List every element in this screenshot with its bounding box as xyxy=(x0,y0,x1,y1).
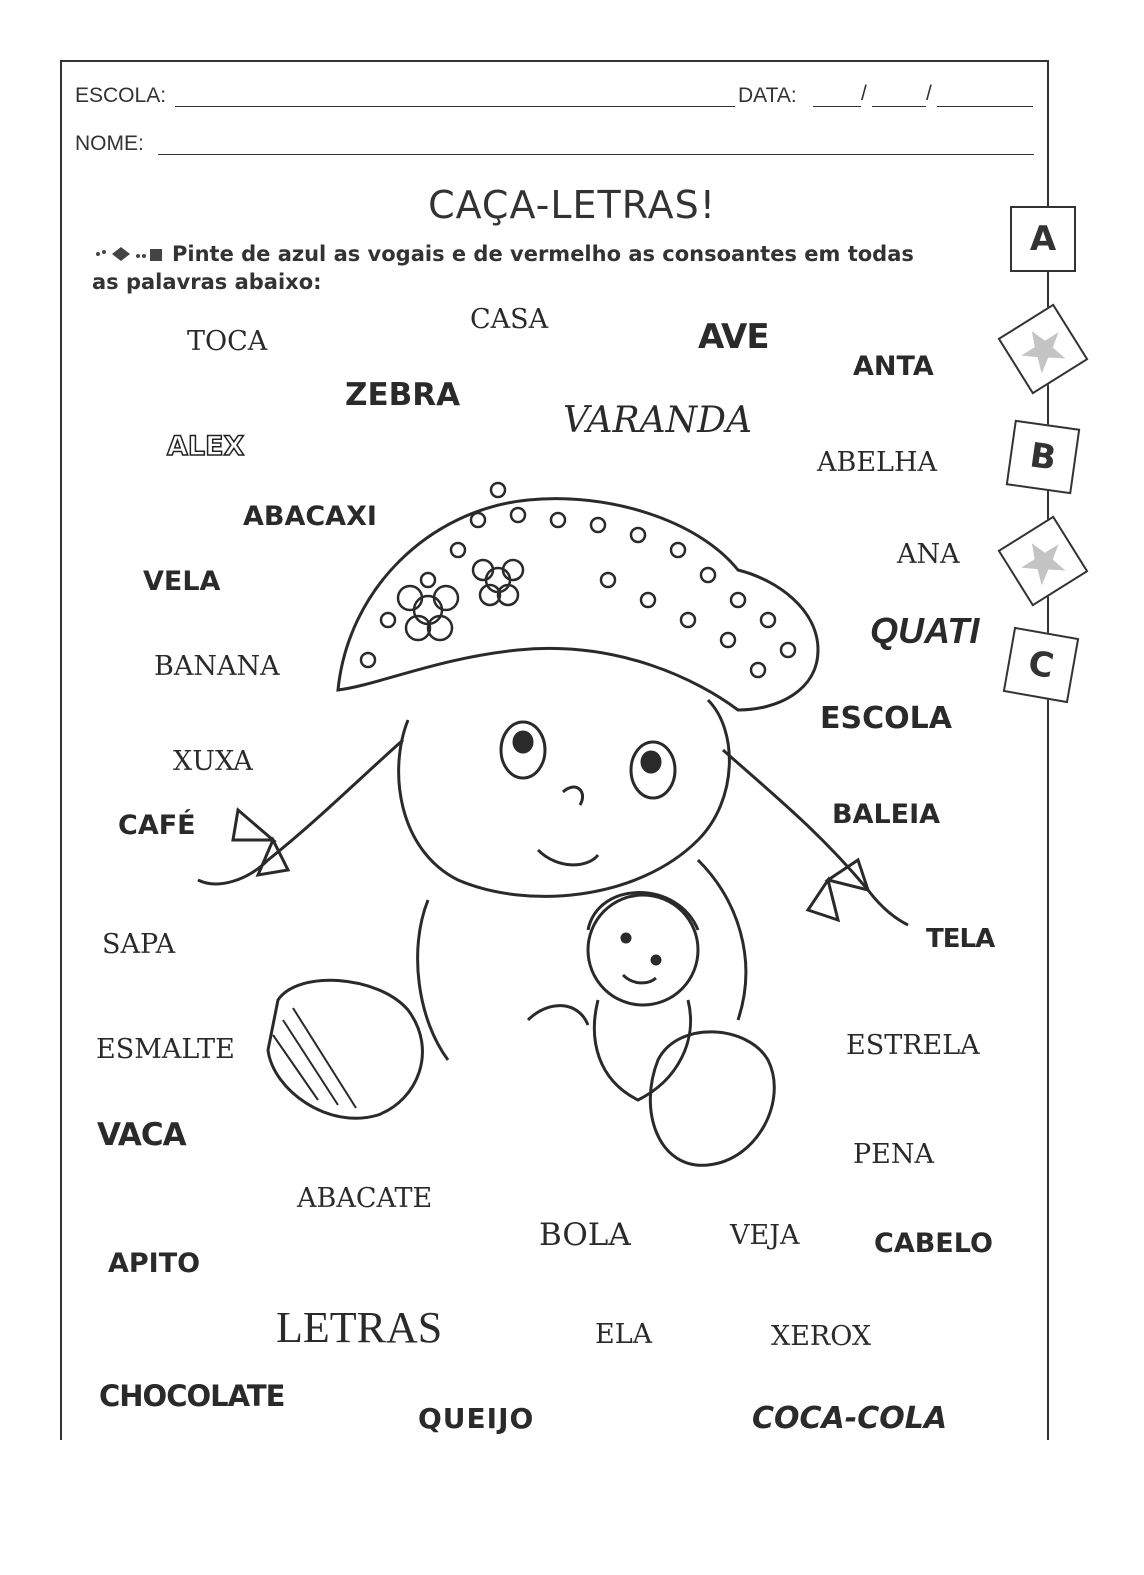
word-baleia[interactable]: BALEIA xyxy=(832,799,941,830)
nose xyxy=(563,787,583,805)
word-quati[interactable]: QUATI xyxy=(870,610,980,651)
word-bola[interactable]: BOLA xyxy=(539,1217,631,1253)
word-varanda[interactable]: VARANDA xyxy=(563,400,753,441)
star-icon xyxy=(1009,527,1078,596)
word-sapa[interactable]: SAPA xyxy=(102,929,176,960)
instruction-text: Pinte de azul as vogais e de vermelho as consoantes em todas as palavras abaixo: xyxy=(92,242,914,294)
hand xyxy=(528,1006,588,1025)
word-casa[interactable]: CASA xyxy=(470,304,549,335)
word-zebra[interactable]: ZEBRA xyxy=(345,377,461,413)
girl-with-doll-illustration xyxy=(178,480,918,1180)
tab-c[interactable]: C xyxy=(1003,627,1079,703)
name-field[interactable] xyxy=(158,154,1034,155)
doll-head xyxy=(588,895,698,1005)
name-label: NOME: xyxy=(75,132,144,155)
word-estrela[interactable]: ESTRELA xyxy=(846,1030,980,1061)
mouth xyxy=(538,850,598,865)
hat-dots xyxy=(361,483,795,677)
hat-outline xyxy=(338,499,818,710)
word-anta[interactable]: ANTA xyxy=(853,351,934,382)
right-bow xyxy=(808,860,868,920)
word-banana[interactable]: BANANA xyxy=(154,651,280,682)
tab-a[interactable]: A xyxy=(1010,206,1076,272)
hat-flowers xyxy=(398,560,523,640)
date-separator: / xyxy=(926,82,932,105)
word-vaca[interactable]: VACA xyxy=(97,1117,186,1153)
word-escola[interactable]: ESCOLA xyxy=(820,701,952,736)
date-month-field[interactable] xyxy=(872,106,926,107)
word-xerox[interactable]: XEROX xyxy=(771,1321,872,1352)
word-toca[interactable]: TOCA xyxy=(187,326,268,357)
word-apito[interactable]: APITO xyxy=(108,1248,201,1279)
word-abelha[interactable]: ABELHA xyxy=(817,447,938,478)
right-shoe xyxy=(650,1032,774,1165)
word-chocolate[interactable]: CHOCOLATE xyxy=(99,1379,285,1413)
word-coca-cola[interactable]: COCA-COLA xyxy=(752,1401,948,1436)
word-alex[interactable]: ALEX xyxy=(167,431,245,462)
star-icon xyxy=(1009,315,1078,384)
left-shoe xyxy=(268,980,422,1118)
word-esmalte[interactable]: ESMALTE xyxy=(96,1034,235,1065)
date-day-field[interactable] xyxy=(813,106,861,107)
school-label: ESCOLA: xyxy=(75,84,167,107)
school-field[interactable] xyxy=(175,106,735,107)
word-tela[interactable]: TELA xyxy=(926,924,995,954)
word-ana[interactable]: ANA xyxy=(897,539,960,570)
date-separator: / xyxy=(861,82,867,105)
word-veja[interactable]: VEJA xyxy=(730,1220,800,1251)
word-ave[interactable]: AVE xyxy=(698,317,769,357)
date-label: DATA: xyxy=(738,84,797,107)
page-title: CAÇA-LETRAS! xyxy=(428,183,716,227)
word-cafe[interactable]: CAFÉ xyxy=(118,810,196,841)
word-vela[interactable]: VELA xyxy=(143,566,221,597)
date-year-field[interactable] xyxy=(937,106,1033,107)
shoe-sole-lines xyxy=(273,1008,356,1108)
word-letras[interactable]: LETRAS xyxy=(276,1303,443,1352)
doll-mouth xyxy=(623,975,656,983)
word-cabelo[interactable]: CABELO xyxy=(874,1228,993,1259)
word-abacate[interactable]: ABACATE xyxy=(297,1183,433,1214)
word-queijo[interactable]: QUEIJO xyxy=(418,1402,535,1435)
word-pena[interactable]: PENA xyxy=(853,1139,934,1170)
word-abacaxi[interactable]: ABACAXI xyxy=(243,501,377,532)
tab-b[interactable]: B xyxy=(1006,420,1081,495)
face-outline xyxy=(399,700,730,896)
word-xuxa[interactable]: XUXA xyxy=(173,746,253,777)
doll-body xyxy=(594,1000,690,1100)
word-ela[interactable]: ELA xyxy=(595,1319,653,1350)
